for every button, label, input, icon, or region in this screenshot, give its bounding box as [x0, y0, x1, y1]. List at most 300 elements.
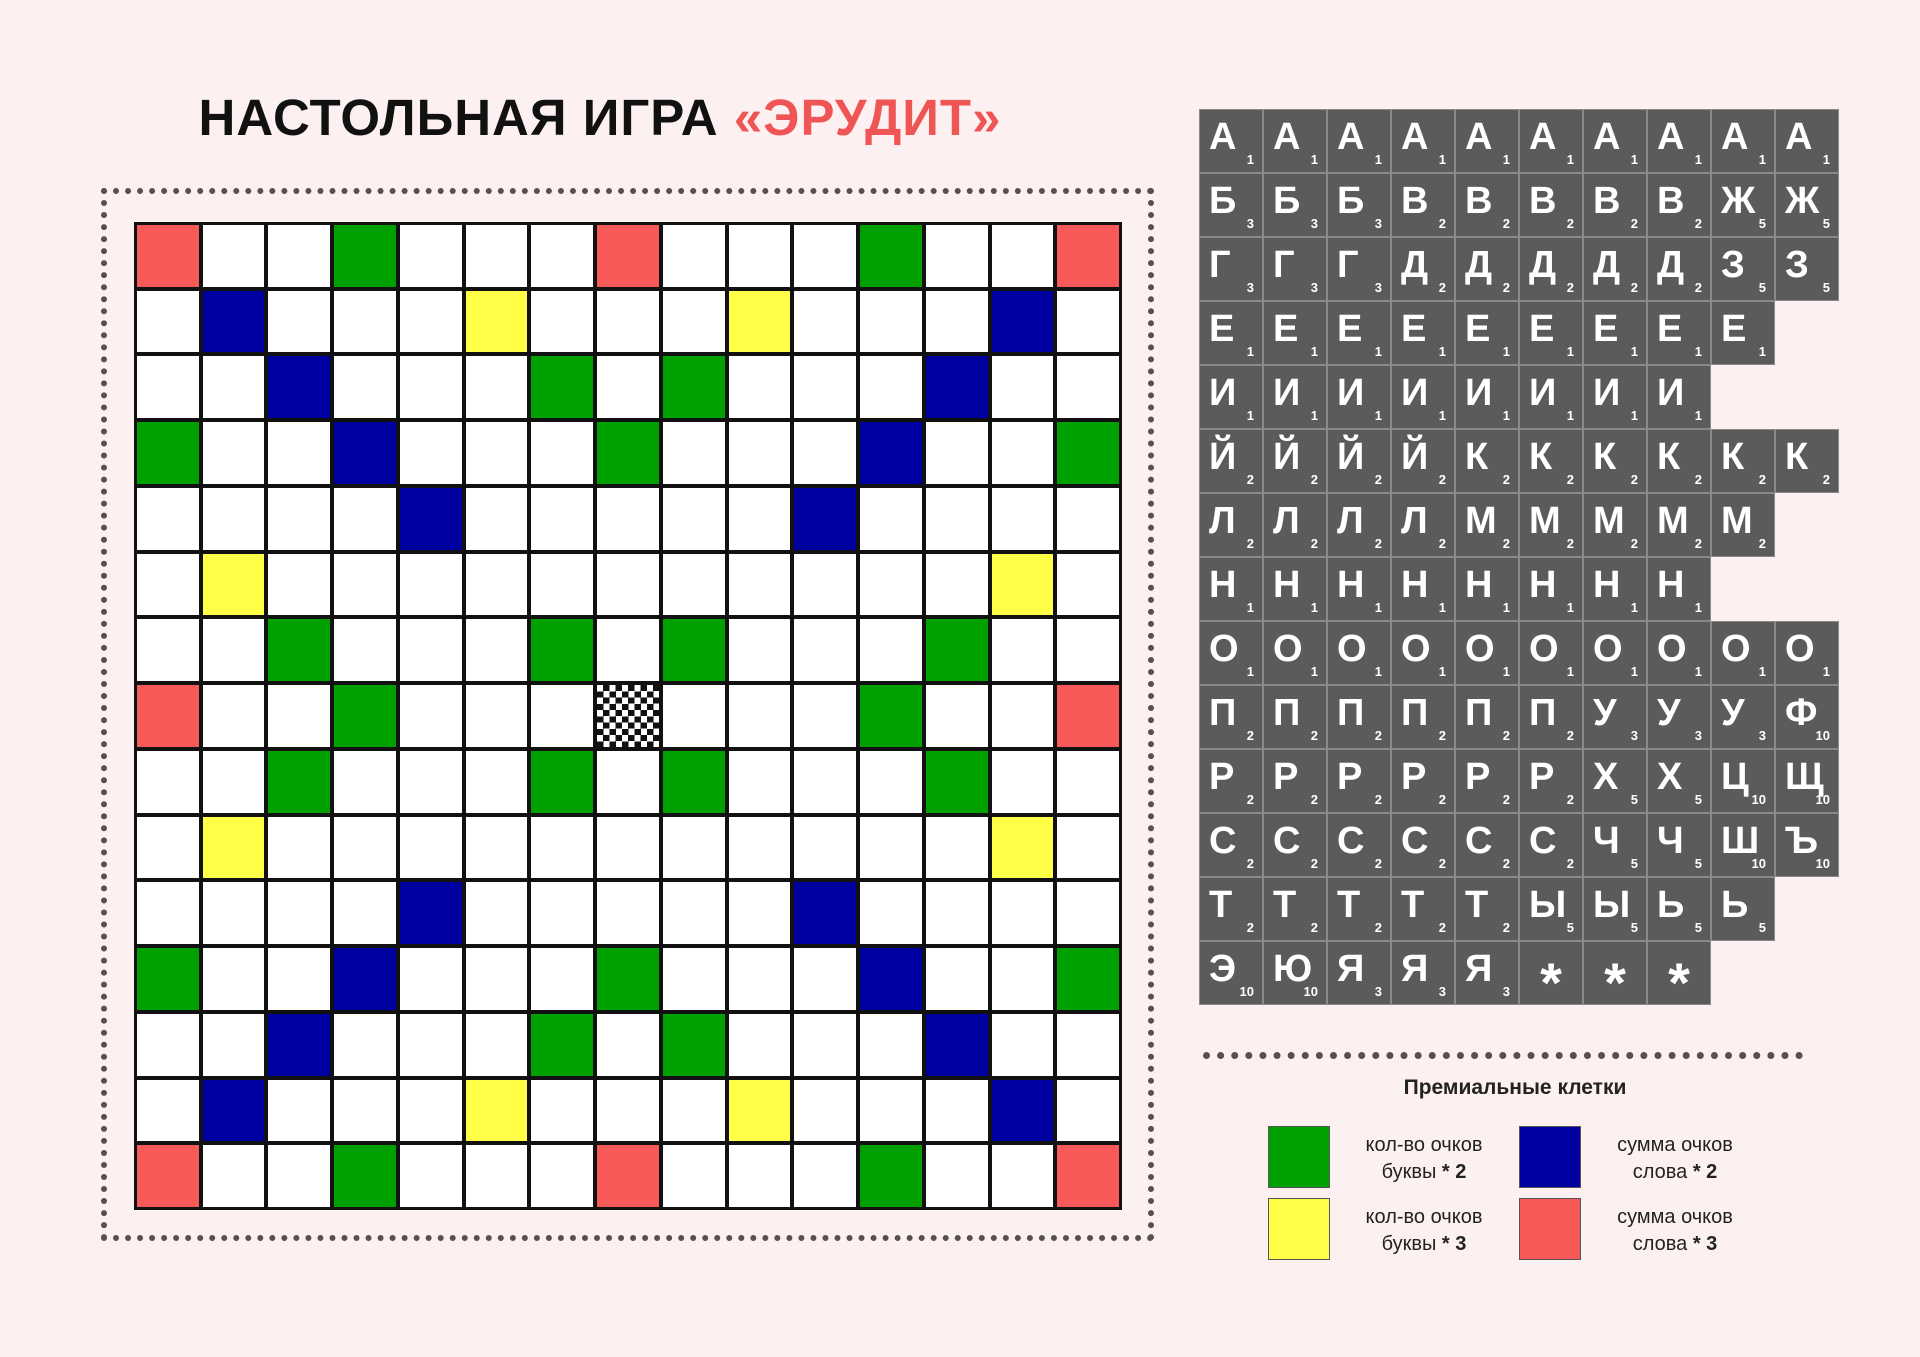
blank-tile[interactable]: [1584, 942, 1646, 1014]
board-cell[interactable]: [663, 422, 725, 484]
letter-tile[interactable]: [1328, 558, 1390, 620]
board-cell[interactable]: [1057, 356, 1119, 418]
letter-tile[interactable]: [1584, 430, 1646, 492]
letter-tile[interactable]: [1392, 878, 1454, 940]
letter-tile[interactable]: [1584, 302, 1646, 364]
letter-tile[interactable]: [1584, 558, 1646, 620]
letter-tile[interactable]: [1200, 622, 1262, 684]
board-cell[interactable]: [203, 882, 265, 944]
board-cell[interactable]: [663, 554, 725, 616]
double-word-cell[interactable]: [860, 948, 922, 1010]
board-cell[interactable]: [729, 685, 791, 747]
double-letter-cell[interactable]: [531, 619, 593, 681]
board-cell[interactable]: [860, 488, 922, 550]
letter-tile[interactable]: [1648, 174, 1710, 236]
double-word-cell[interactable]: [334, 948, 396, 1010]
board-cell[interactable]: [860, 817, 922, 879]
letter-tile[interactable]: [1712, 814, 1774, 876]
letter-tile[interactable]: [1456, 238, 1518, 300]
letter-tile[interactable]: [1712, 430, 1774, 492]
board-cell[interactable]: [992, 356, 1054, 418]
board-cell[interactable]: [268, 291, 330, 353]
letter-tile[interactable]: [1456, 686, 1518, 748]
board-cell[interactable]: [860, 1014, 922, 1076]
board-cell[interactable]: [794, 225, 856, 287]
board-cell[interactable]: [137, 882, 199, 944]
board-cell[interactable]: [926, 488, 988, 550]
letter-tile[interactable]: [1328, 430, 1390, 492]
letter-tile[interactable]: [1776, 750, 1838, 812]
triple-word-cell[interactable]: [137, 685, 199, 747]
board-cell[interactable]: [663, 225, 725, 287]
board-cell[interactable]: [1057, 1080, 1119, 1142]
board-cell[interactable]: [860, 356, 922, 418]
board-cell[interactable]: [203, 1145, 265, 1207]
board-cell[interactable]: [729, 619, 791, 681]
board-cell[interactable]: [400, 291, 462, 353]
letter-tile[interactable]: [1328, 110, 1390, 172]
board-cell[interactable]: [466, 948, 528, 1010]
letter-tile[interactable]: [1712, 622, 1774, 684]
blank-tile[interactable]: [1520, 942, 1582, 1014]
letter-tile[interactable]: [1392, 494, 1454, 556]
board-cell[interactable]: [268, 488, 330, 550]
letter-tile[interactable]: [1456, 430, 1518, 492]
double-word-cell[interactable]: [268, 356, 330, 418]
board-cell[interactable]: [334, 619, 396, 681]
board-cell[interactable]: [137, 356, 199, 418]
board-cell[interactable]: [203, 1014, 265, 1076]
board-cell[interactable]: [334, 882, 396, 944]
letter-tile[interactable]: [1328, 366, 1390, 428]
board-cell[interactable]: [1057, 619, 1119, 681]
letter-tile[interactable]: [1392, 238, 1454, 300]
letter-tile[interactable]: [1200, 878, 1262, 940]
board-cell[interactable]: [466, 1145, 528, 1207]
board-cell[interactable]: [926, 817, 988, 879]
letter-tile[interactable]: [1264, 558, 1326, 620]
letter-tile[interactable]: [1456, 494, 1518, 556]
double-word-cell[interactable]: [400, 882, 462, 944]
double-word-cell[interactable]: [992, 291, 1054, 353]
board-cell[interactable]: [794, 422, 856, 484]
board-cell[interactable]: [531, 685, 593, 747]
letter-tile[interactable]: [1520, 174, 1582, 236]
board-cell[interactable]: [137, 1014, 199, 1076]
letter-tile[interactable]: [1520, 750, 1582, 812]
letter-tile[interactable]: [1328, 238, 1390, 300]
letter-tile[interactable]: [1200, 238, 1262, 300]
letter-tile[interactable]: [1712, 302, 1774, 364]
board-cell[interactable]: [729, 1145, 791, 1207]
letter-tile[interactable]: [1328, 174, 1390, 236]
board-cell[interactable]: [992, 1014, 1054, 1076]
board-cell[interactable]: [992, 751, 1054, 813]
letter-tile[interactable]: [1392, 686, 1454, 748]
double-letter-cell[interactable]: [268, 619, 330, 681]
letter-tile[interactable]: [1520, 430, 1582, 492]
board-cell[interactable]: [794, 554, 856, 616]
letter-tile[interactable]: [1520, 622, 1582, 684]
board-cell[interactable]: [400, 225, 462, 287]
letter-tile[interactable]: [1328, 814, 1390, 876]
board-cell[interactable]: [597, 882, 659, 944]
board-cell[interactable]: [992, 882, 1054, 944]
board-cell[interactable]: [531, 422, 593, 484]
letter-tile[interactable]: [1520, 814, 1582, 876]
board-cell[interactable]: [926, 225, 988, 287]
letter-tile[interactable]: [1456, 366, 1518, 428]
board-cell[interactable]: [466, 225, 528, 287]
board-cell[interactable]: [268, 1145, 330, 1207]
letter-tile[interactable]: [1776, 238, 1838, 300]
board-cell[interactable]: [531, 291, 593, 353]
double-word-cell[interactable]: [400, 488, 462, 550]
board-cell[interactable]: [268, 817, 330, 879]
double-letter-cell[interactable]: [663, 356, 725, 418]
board-cell[interactable]: [926, 948, 988, 1010]
board-cell[interactable]: [794, 1145, 856, 1207]
letter-tile[interactable]: [1200, 750, 1262, 812]
board-cell[interactable]: [992, 619, 1054, 681]
board-cell[interactable]: [926, 422, 988, 484]
letter-tile[interactable]: [1520, 558, 1582, 620]
board-cell[interactable]: [860, 1080, 922, 1142]
board-cell[interactable]: [597, 356, 659, 418]
triple-word-cell[interactable]: [137, 225, 199, 287]
double-word-cell[interactable]: [926, 356, 988, 418]
letter-tile[interactable]: [1264, 494, 1326, 556]
board-cell[interactable]: [729, 948, 791, 1010]
letter-tile[interactable]: [1392, 558, 1454, 620]
letter-tile[interactable]: [1264, 878, 1326, 940]
letter-tile[interactable]: [1520, 878, 1582, 940]
letter-tile[interactable]: [1392, 942, 1454, 1004]
board-cell[interactable]: [268, 1080, 330, 1142]
double-letter-cell[interactable]: [334, 1145, 396, 1207]
letter-tile[interactable]: [1328, 878, 1390, 940]
letter-tile[interactable]: [1584, 814, 1646, 876]
double-word-cell[interactable]: [794, 488, 856, 550]
double-word-cell[interactable]: [794, 882, 856, 944]
board-cell[interactable]: [1057, 751, 1119, 813]
letter-tile[interactable]: [1200, 110, 1262, 172]
board-cell[interactable]: [663, 817, 725, 879]
letter-tile[interactable]: [1328, 750, 1390, 812]
board-cell[interactable]: [203, 356, 265, 418]
board-cell[interactable]: [334, 751, 396, 813]
letter-tile[interactable]: [1328, 686, 1390, 748]
board-cell[interactable]: [334, 356, 396, 418]
board-cell[interactable]: [860, 554, 922, 616]
double-letter-cell[interactable]: [531, 356, 593, 418]
letter-tile[interactable]: [1648, 110, 1710, 172]
board-cell[interactable]: [466, 1014, 528, 1076]
board-cell[interactable]: [268, 882, 330, 944]
board-cell[interactable]: [466, 882, 528, 944]
letter-tile[interactable]: [1520, 366, 1582, 428]
board-cell[interactable]: [400, 685, 462, 747]
board-cell[interactable]: [597, 488, 659, 550]
board-cell[interactable]: [860, 291, 922, 353]
board-cell[interactable]: [268, 948, 330, 1010]
letter-tile[interactable]: [1712, 238, 1774, 300]
letter-tile[interactable]: [1648, 366, 1710, 428]
letter-tile[interactable]: [1648, 430, 1710, 492]
letter-tile[interactable]: [1712, 686, 1774, 748]
triple-word-cell[interactable]: [597, 1145, 659, 1207]
letter-tile[interactable]: [1584, 622, 1646, 684]
board-cell[interactable]: [531, 882, 593, 944]
letter-tile[interactable]: [1584, 238, 1646, 300]
double-letter-cell[interactable]: [531, 751, 593, 813]
double-letter-cell[interactable]: [137, 948, 199, 1010]
board-cell[interactable]: [1057, 291, 1119, 353]
letter-tile[interactable]: [1776, 430, 1838, 492]
board-cell[interactable]: [663, 1145, 725, 1207]
board-cell[interactable]: [794, 685, 856, 747]
board-cell[interactable]: [466, 422, 528, 484]
board-cell[interactable]: [268, 554, 330, 616]
letter-tile[interactable]: [1456, 878, 1518, 940]
board-cell[interactable]: [400, 554, 462, 616]
triple-letter-cell[interactable]: [466, 291, 528, 353]
double-letter-cell[interactable]: [926, 619, 988, 681]
letter-tile[interactable]: [1264, 686, 1326, 748]
board-cell[interactable]: [137, 554, 199, 616]
board-cell[interactable]: [466, 619, 528, 681]
board-cell[interactable]: [531, 948, 593, 1010]
board-cell[interactable]: [531, 488, 593, 550]
letter-tile[interactable]: [1776, 686, 1838, 748]
board-cell[interactable]: [334, 817, 396, 879]
board-cell[interactable]: [597, 619, 659, 681]
letter-tile[interactable]: [1200, 814, 1262, 876]
double-letter-cell[interactable]: [597, 422, 659, 484]
triple-word-cell[interactable]: [137, 1145, 199, 1207]
letter-tile[interactable]: [1392, 430, 1454, 492]
board-cell[interactable]: [729, 488, 791, 550]
letter-tile[interactable]: [1392, 174, 1454, 236]
board-cell[interactable]: [203, 948, 265, 1010]
letter-tile[interactable]: [1264, 110, 1326, 172]
board-cell[interactable]: [663, 488, 725, 550]
board-cell[interactable]: [729, 356, 791, 418]
board-cell[interactable]: [1057, 882, 1119, 944]
board-cell[interactable]: [926, 685, 988, 747]
letter-tile[interactable]: [1200, 494, 1262, 556]
letter-tile[interactable]: [1456, 174, 1518, 236]
board-cell[interactable]: [466, 817, 528, 879]
double-word-cell[interactable]: [860, 422, 922, 484]
letter-tile[interactable]: [1328, 622, 1390, 684]
double-letter-cell[interactable]: [597, 948, 659, 1010]
letter-tile[interactable]: [1712, 750, 1774, 812]
letter-tile[interactable]: [1264, 366, 1326, 428]
letter-tile[interactable]: [1200, 302, 1262, 364]
board-cell[interactable]: [663, 948, 725, 1010]
letter-tile[interactable]: [1392, 302, 1454, 364]
double-letter-cell[interactable]: [1057, 948, 1119, 1010]
double-letter-cell[interactable]: [926, 751, 988, 813]
board-cell[interactable]: [334, 1014, 396, 1076]
board-cell[interactable]: [794, 356, 856, 418]
letter-tile[interactable]: [1200, 366, 1262, 428]
letter-tile[interactable]: [1520, 110, 1582, 172]
board-cell[interactable]: [729, 1014, 791, 1076]
board-cell[interactable]: [203, 488, 265, 550]
board-cell[interactable]: [926, 291, 988, 353]
double-letter-cell[interactable]: [137, 422, 199, 484]
letter-tile[interactable]: [1648, 878, 1710, 940]
letter-tile[interactable]: [1584, 110, 1646, 172]
board-cell[interactable]: [992, 948, 1054, 1010]
letter-tile[interactable]: [1712, 878, 1774, 940]
triple-letter-cell[interactable]: [466, 1080, 528, 1142]
letter-tile[interactable]: [1776, 174, 1838, 236]
double-word-cell[interactable]: [992, 1080, 1054, 1142]
board-cell[interactable]: [268, 225, 330, 287]
double-letter-cell[interactable]: [531, 1014, 593, 1076]
board-cell[interactable]: [531, 1080, 593, 1142]
letter-tile[interactable]: [1264, 430, 1326, 492]
board-cell[interactable]: [531, 817, 593, 879]
board-cell[interactable]: [400, 1145, 462, 1207]
letter-tile[interactable]: [1264, 814, 1326, 876]
board-cell[interactable]: [203, 422, 265, 484]
board-cell[interactable]: [860, 619, 922, 681]
board-cell[interactable]: [663, 1080, 725, 1142]
board-cell[interactable]: [1057, 1014, 1119, 1076]
letter-tile[interactable]: [1648, 494, 1710, 556]
triple-word-cell[interactable]: [1057, 1145, 1119, 1207]
double-letter-cell[interactable]: [860, 225, 922, 287]
letter-tile[interactable]: [1584, 494, 1646, 556]
board-cell[interactable]: [137, 488, 199, 550]
board-cell[interactable]: [926, 1080, 988, 1142]
letter-tile[interactable]: [1456, 750, 1518, 812]
letter-tile[interactable]: [1776, 814, 1838, 876]
letter-tile[interactable]: [1776, 622, 1838, 684]
letter-tile[interactable]: [1648, 750, 1710, 812]
board-cell[interactable]: [1057, 817, 1119, 879]
board-cell[interactable]: [794, 1080, 856, 1142]
board-cell[interactable]: [137, 1080, 199, 1142]
letter-tile[interactable]: [1584, 366, 1646, 428]
letter-tile[interactable]: [1264, 942, 1326, 1004]
double-letter-cell[interactable]: [663, 619, 725, 681]
letter-tile[interactable]: [1264, 622, 1326, 684]
double-letter-cell[interactable]: [268, 751, 330, 813]
letter-tile[interactable]: [1328, 302, 1390, 364]
letter-tile[interactable]: [1328, 494, 1390, 556]
board-cell[interactable]: [597, 1014, 659, 1076]
board-cell[interactable]: [137, 817, 199, 879]
letter-tile[interactable]: [1264, 302, 1326, 364]
triple-letter-cell[interactable]: [203, 817, 265, 879]
letter-tile[interactable]: [1200, 430, 1262, 492]
board-cell[interactable]: [400, 1014, 462, 1076]
letter-tile[interactable]: [1648, 686, 1710, 748]
board-cell[interactable]: [992, 685, 1054, 747]
board-cell[interactable]: [466, 751, 528, 813]
letter-tile[interactable]: [1712, 174, 1774, 236]
double-word-cell[interactable]: [268, 1014, 330, 1076]
letter-tile[interactable]: [1712, 110, 1774, 172]
board-cell[interactable]: [729, 422, 791, 484]
double-word-cell[interactable]: [203, 291, 265, 353]
board-cell[interactable]: [729, 225, 791, 287]
board-cell[interactable]: [531, 225, 593, 287]
letter-tile[interactable]: [1648, 302, 1710, 364]
board-cell[interactable]: [334, 554, 396, 616]
board-cell[interactable]: [992, 225, 1054, 287]
board-cell[interactable]: [400, 817, 462, 879]
board-cell[interactable]: [137, 619, 199, 681]
board-cell[interactable]: [794, 817, 856, 879]
letter-tile[interactable]: [1520, 238, 1582, 300]
letter-tile[interactable]: [1264, 750, 1326, 812]
letter-tile[interactable]: [1584, 174, 1646, 236]
board-cell[interactable]: [663, 685, 725, 747]
board-cell[interactable]: [400, 751, 462, 813]
board-cell[interactable]: [597, 291, 659, 353]
letter-tile[interactable]: [1456, 814, 1518, 876]
board-cell[interactable]: [466, 554, 528, 616]
letter-tile[interactable]: [1392, 750, 1454, 812]
board-cell[interactable]: [1057, 554, 1119, 616]
board-cell[interactable]: [992, 422, 1054, 484]
double-letter-cell[interactable]: [334, 685, 396, 747]
board-cell[interactable]: [400, 356, 462, 418]
triple-letter-cell[interactable]: [729, 1080, 791, 1142]
board-cell[interactable]: [597, 817, 659, 879]
board-cell[interactable]: [400, 948, 462, 1010]
letter-tile[interactable]: [1456, 942, 1518, 1004]
triple-word-cell[interactable]: [1057, 225, 1119, 287]
board-cell[interactable]: [794, 619, 856, 681]
board-cell[interactable]: [203, 619, 265, 681]
start-cell[interactable]: [597, 685, 659, 747]
triple-letter-cell[interactable]: [992, 554, 1054, 616]
double-letter-cell[interactable]: [1057, 422, 1119, 484]
double-letter-cell[interactable]: [663, 1014, 725, 1076]
letter-tile[interactable]: [1392, 622, 1454, 684]
board-cell[interactable]: [729, 882, 791, 944]
triple-letter-cell[interactable]: [203, 554, 265, 616]
letter-tile[interactable]: [1456, 622, 1518, 684]
board-cell[interactable]: [597, 1080, 659, 1142]
board-cell[interactable]: [729, 751, 791, 813]
letter-tile[interactable]: [1200, 686, 1262, 748]
board-cell[interactable]: [466, 685, 528, 747]
letter-tile[interactable]: [1584, 686, 1646, 748]
letter-tile[interactable]: [1456, 110, 1518, 172]
board-cell[interactable]: [860, 882, 922, 944]
letter-tile[interactable]: [1648, 814, 1710, 876]
board-cell[interactable]: [926, 882, 988, 944]
board-cell[interactable]: [466, 356, 528, 418]
triple-letter-cell[interactable]: [729, 291, 791, 353]
board-cell[interactable]: [794, 1014, 856, 1076]
board-cell[interactable]: [531, 554, 593, 616]
letter-tile[interactable]: [1392, 110, 1454, 172]
board-cell[interactable]: [992, 488, 1054, 550]
board-cell[interactable]: [794, 948, 856, 1010]
letter-tile[interactable]: [1200, 558, 1262, 620]
letter-tile[interactable]: [1584, 750, 1646, 812]
board-cell[interactable]: [137, 291, 199, 353]
